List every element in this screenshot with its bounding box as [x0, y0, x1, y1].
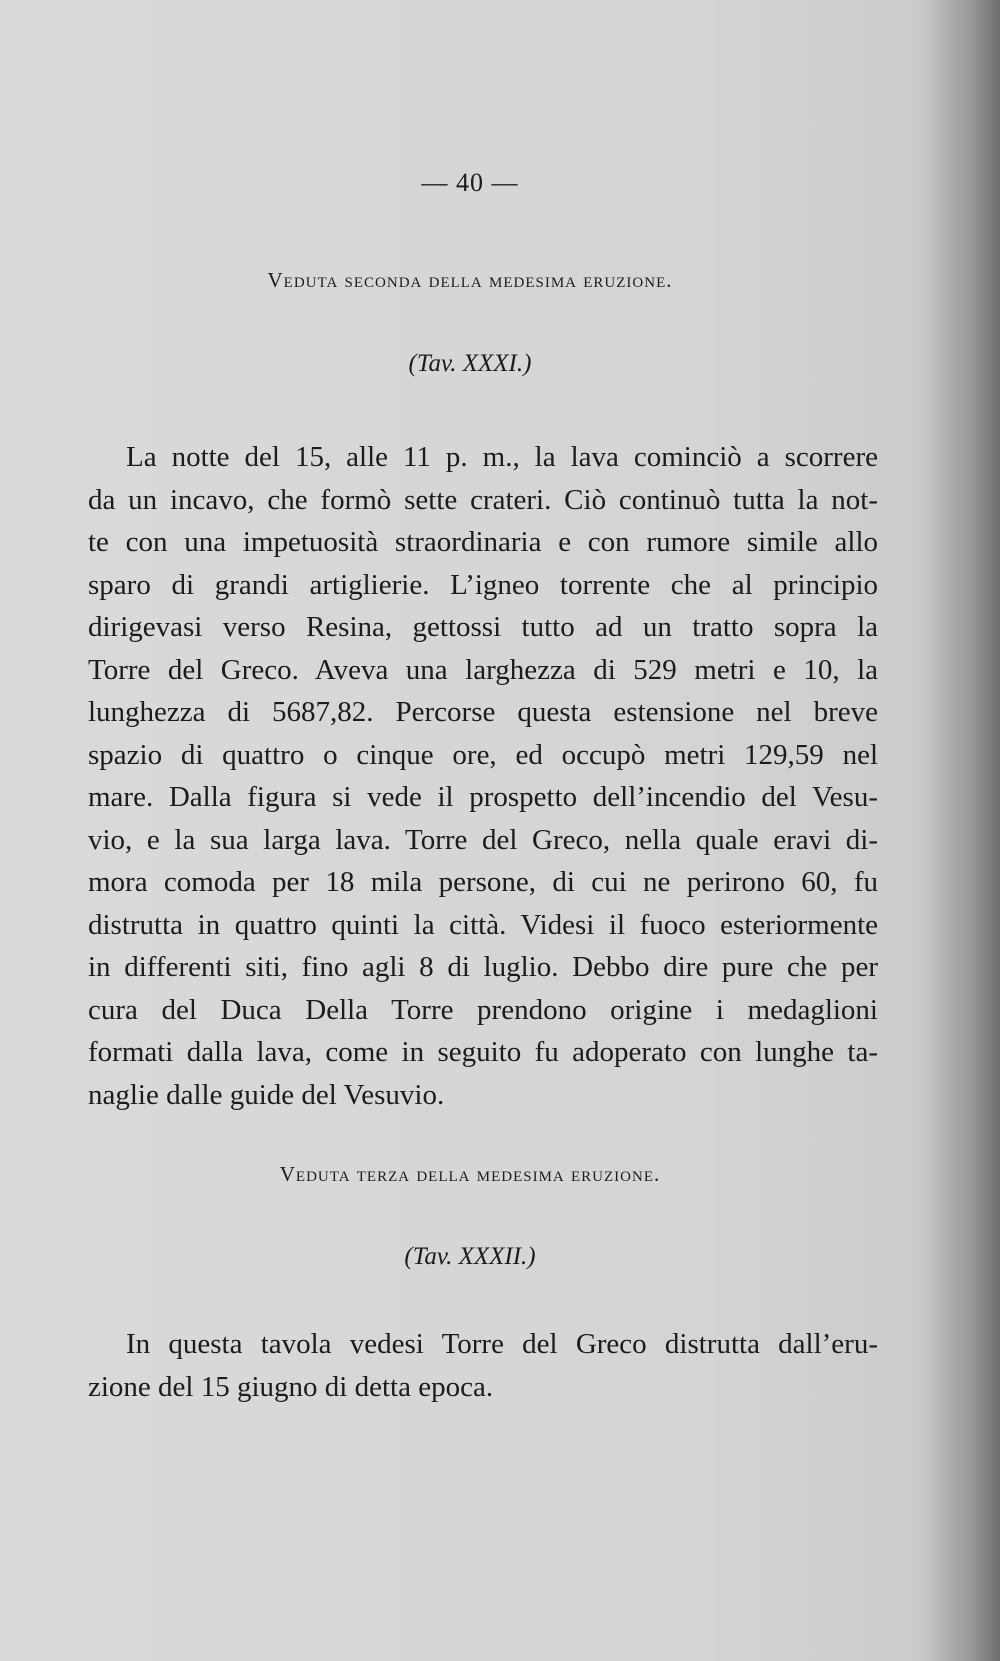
text-line: da un incavo, che formò sette crateri. Ciò continuò tutta la not- [88, 483, 878, 516]
text-line: sparo di grandi artiglierie. L’igneo torrente che al principio [88, 568, 878, 601]
text-line: dirigevasi verso Resina, gettossi tutto ad un tratto sopra la [88, 611, 878, 643]
text-line: lunghezza di 5687,82. Percorse questa estensione nel breve [88, 696, 878, 728]
text-line: In questa tavola vedesi Torre del Greco distrutta dall’eru- [126, 1328, 878, 1360]
text-line: La notte del 15, alle 11 p. m., la lava cominciò a scorrere [126, 441, 878, 473]
page-number: — 40 — [421, 168, 519, 197]
text-line: Torre del Greco. Aveva una larghezza di 529 metri e 10, la [88, 653, 878, 686]
text-line: zione del 15 giugno di detta epoca. [88, 1370, 494, 1403]
section-heading-2: Veduta terza della medesima eruzione. [279, 1162, 661, 1186]
text-line: spazio di quattro o cinque ore, ed occupò metri 129,59 nel [88, 738, 878, 771]
text-line: mora comoda per 18 mila persone, di cui ne perirono 60, fu [88, 866, 878, 898]
paragraph-2 [88, 1323, 878, 1408]
text-line: naglie dalle guide del Vesuvio. [88, 1078, 445, 1111]
section-heading-1: Veduta seconda della medesima eruzione. [267, 268, 673, 292]
text-line: distrutta in quattro quinti la città. Videsi il fuoco esteriormente [88, 908, 878, 941]
plate-reference-1: (Tav. XXXI.) [408, 350, 532, 377]
text-line: formati dalla lava, come in seguito fu adoperato con lunghe ta- [88, 1036, 878, 1068]
text-line: mare. Dalla figura si vede il prospetto dell’incendio del Vesu- [88, 781, 878, 813]
text-line: te con una impetuosità straordinaria e con rumore simile allo [88, 526, 878, 558]
plate-reference-2: (Tav. XXXII.) [404, 1243, 536, 1270]
text-line: cura del Duca Della Torre prendono origine i medaglioni [88, 993, 878, 1026]
text-line: in differenti siti, fino agli 8 di luglio. Debbo dire pure che per [88, 951, 878, 983]
text-line: vio, e la sua larga lava. Torre del Greco, nella quale eravi di- [88, 823, 878, 856]
paragraph-1 [88, 436, 878, 1116]
